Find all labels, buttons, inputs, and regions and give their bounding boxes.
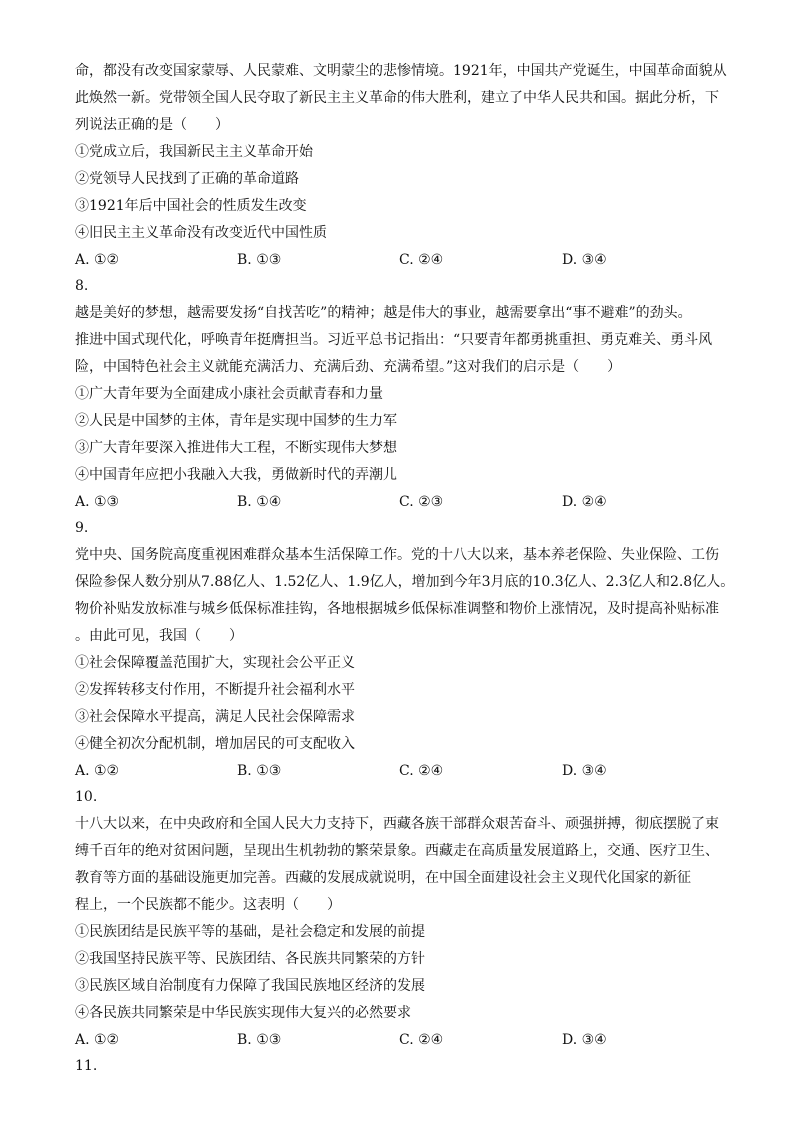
- question-7-statement-1: ①党成立后，我国新民主主义革命开始: [75, 144, 313, 160]
- question-8-option-c[interactable]: C. ②③: [399, 494, 444, 510]
- question-8-statement-3: ③广大青年要深入推进伟大工程，不断实现伟大梦想: [75, 440, 397, 456]
- question-9-option-b[interactable]: B. ①③: [237, 763, 282, 779]
- question-9-option-a[interactable]: A. ①②: [75, 763, 120, 779]
- question-11-number: 11.: [75, 1058, 98, 1074]
- question-9-options: [75, 762, 725, 780]
- question-9-option-d[interactable]: D. ③④: [562, 763, 607, 779]
- question-10-option-a[interactable]: A. ①②: [75, 1032, 120, 1048]
- question-10-statement-3: ③民族区域自治制度有力保障了我国民族地区经济的发展: [75, 978, 425, 994]
- question-8-options: [75, 493, 725, 511]
- question-9-stem-line-2: 保险参保人数分别从7.88亿人、1.52亿人、1.9亿人，增加到今年3月底的10.3亿人、2.3亿人和2.8亿人。: [75, 574, 735, 590]
- question-9-stem-line-4: 。由此可见，我国（ ）: [75, 628, 243, 644]
- question-9-statement-4: ④健全初次分配机制，增加居民的可支配收入: [75, 736, 355, 752]
- question-10-statement-4: ④各民族共同繁荣是中华民族实现伟大复兴的必然要求: [75, 1005, 411, 1021]
- question-7-option-b[interactable]: B. ①③: [237, 252, 282, 268]
- question-7-options: [75, 251, 725, 269]
- question-10-options: [75, 1031, 725, 1049]
- question-10-stem-line-3: 教育等方面的基础设施更加完善。西藏的发展成就说明，在中国全面建设社会主义现代化国家的新征: [75, 870, 691, 886]
- question-8-option-d[interactable]: D. ②④: [562, 494, 607, 510]
- question-10-option-b[interactable]: B. ①③: [237, 1032, 282, 1048]
- question-9-stem-line-1: 党中央、国务院高度重视困难群众基本生活保障工作。党的十八大以来，基本养老保险、失业保险、工伤: [75, 547, 719, 563]
- question-7-stem-line-1: 命，都没有改变国家蒙辱、人民蒙难、文明蒙尘的悲惨情境。1921年，中国共产党诞生，中国革命面貌从: [75, 63, 727, 79]
- question-7-stem-line-3: 列说法正确的是（ ）: [75, 117, 229, 133]
- question-8-option-a[interactable]: A. ①③: [75, 494, 120, 510]
- question-7-option-d[interactable]: D. ③④: [562, 252, 607, 268]
- question-7-option-a[interactable]: A. ①②: [75, 252, 120, 268]
- question-8-stem-line-1: 越是美好的梦想，越需要发扬“自找苦吃”的精神；越是伟大的事业，越需要拿出“事不避难”的劲头。: [75, 305, 692, 321]
- question-8-stem-line-3: 险，中国特色社会主义就能充满活力、充满后劲、充满希望。”这对我们的启示是（ ）: [75, 359, 622, 375]
- question-10-option-d[interactable]: D. ③④: [562, 1032, 607, 1048]
- question-8-statement-2: ②人民是中国梦的主体，青年是实现中国梦的生力军: [75, 413, 397, 429]
- question-7-option-c[interactable]: C. ②④: [399, 252, 444, 268]
- question-8-statement-1: ①广大青年要为全面建成小康社会贡献青春和力量: [75, 386, 383, 402]
- question-8-number: 8.: [75, 278, 89, 294]
- question-8-statement-4: ④中国青年应把小我融入大我，勇做新时代的弄潮儿: [75, 467, 397, 483]
- question-9-number: 9.: [75, 520, 89, 536]
- question-10-stem-line-1: 十八大以来，在中央政府和全国人民大力支持下，西藏各族干部群众艰苦奋斗、顽强拼搏，彻底摆脱了束: [75, 816, 719, 832]
- question-9-statement-3: ③社会保障水平提高，满足人民社会保障需求: [75, 709, 355, 725]
- question-10-number: 10.: [75, 789, 98, 805]
- question-9-stem-line-3: 物价补贴发放标准与城乡低保标准挂钩，各地根据城乡低保标准调整和物价上涨情况，及时提高补贴标准: [75, 601, 719, 617]
- question-9-statement-2: ②发挥转移支付作用，不断提升社会福利水平: [75, 682, 355, 698]
- question-10-stem-line-4: 程上，一个民族都不能少。这表明（ ）: [75, 897, 341, 913]
- question-7-stem-line-2: 此焕然一新。党带领全国人民夺取了新民主主义革命的伟大胜利，建立了中华人民共和国。据此分析，下: [75, 90, 719, 106]
- question-10-option-c[interactable]: C. ②④: [399, 1032, 444, 1048]
- question-7-statement-4: ④旧民主主义革命没有改变近代中国性质: [75, 225, 327, 241]
- question-10-stem-line-2: 缚千百年的绝对贫困问题，呈现出生机勃勃的繁荣景象。西藏走在高质量发展道路上，交通、医疗卫生、: [75, 843, 719, 859]
- question-7-statement-3: ③1921年后中国社会的性质发生改变: [75, 198, 307, 214]
- question-7-statement-2: ②党领导人民找到了正确的革命道路: [75, 171, 299, 187]
- question-8-stem-line-2: 推进中国式现代化，呼唤青年挺膺担当。习近平总书记指出：“只要青年都勇挑重担、勇克难关、勇斗风: [75, 332, 713, 348]
- question-10-statement-2: ②我国坚持民族平等、民族团结、各民族共同繁荣的方针: [75, 951, 425, 967]
- question-9-option-c[interactable]: C. ②④: [399, 763, 444, 779]
- question-9-statement-1: ①社会保障覆盖范围扩大，实现社会公平正义: [75, 655, 355, 671]
- question-8-option-b[interactable]: B. ①④: [237, 494, 282, 510]
- question-10-statement-1: ①民族团结是民族平等的基础，是社会稳定和发展的前提: [75, 924, 425, 940]
